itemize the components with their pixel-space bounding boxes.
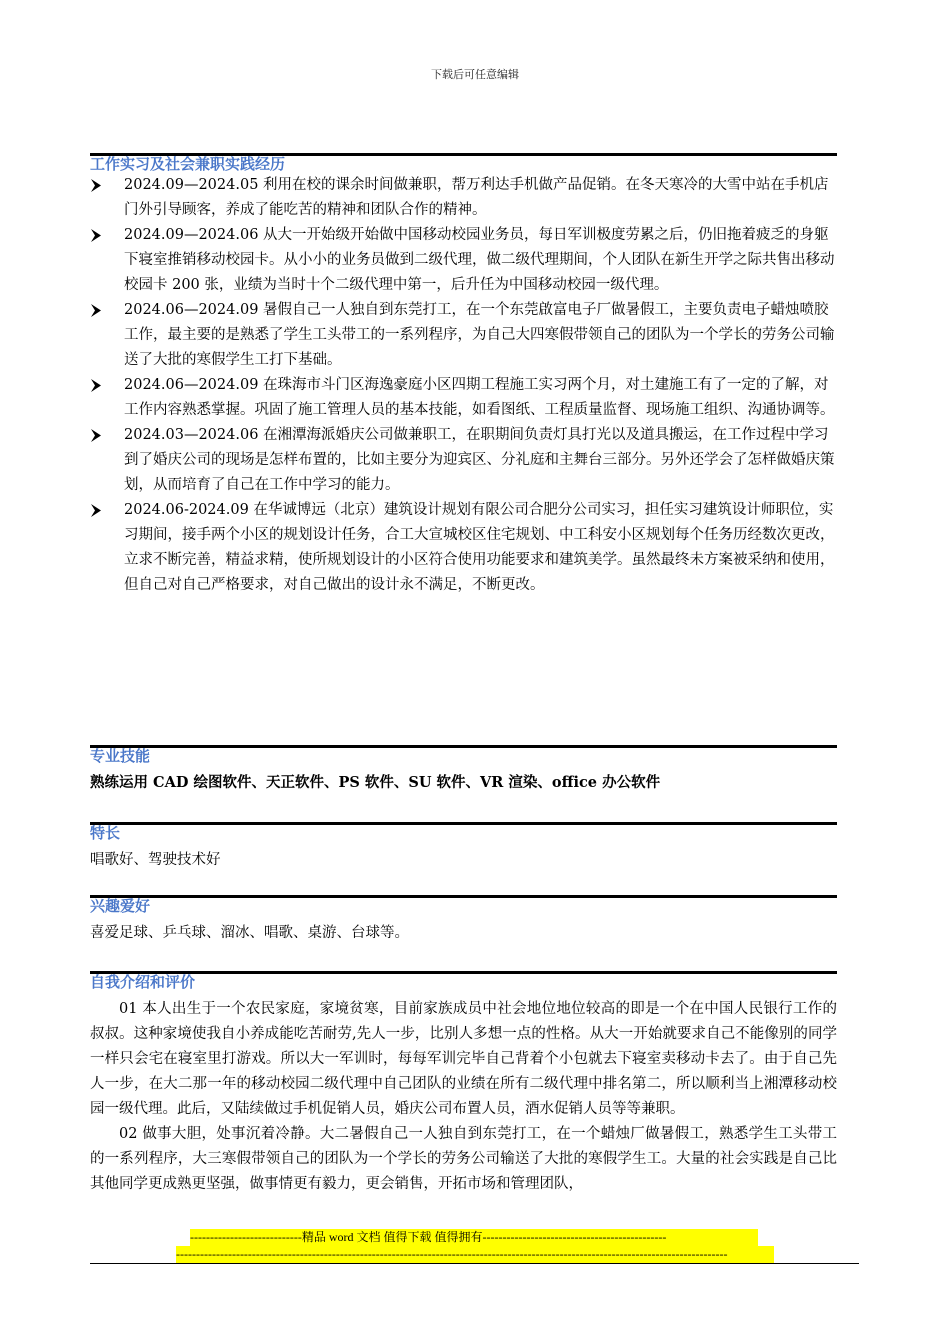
section-practice bbox=[90, 153, 837, 598]
experience-item bbox=[90, 423, 837, 498]
footer-banner bbox=[176, 1229, 774, 1263]
hobbies-text: 喜爱足球、乒乓球、溜冰、唱歌、桌游、台球等。 bbox=[90, 925, 409, 941]
experience-text: 2024.06—2024.09 在珠海市斗门区海逸豪庭小区四期工程施工实习两个月，对土建施工有了一定的了解，对工作内容熟悉掌握。巩固了施工管理人员的基本技能，如看图纸、工程质量监督、现场施工组织、沟通协调等。 bbox=[124, 377, 835, 418]
strengths-text: 唱歌好、驾驶技术好 bbox=[90, 852, 221, 868]
experience-text: 2024.09—2024.05 利用在校的课余时间做兼职，帮万利达手机做产品促销。在冬天寒冷的大雪中站在手机店门外引导顾客，养成了能吃苦的精神和团队合作的精神。 bbox=[124, 177, 829, 218]
experience-item bbox=[90, 298, 837, 373]
experience-item bbox=[90, 223, 837, 298]
experience-text: 2024.09—2024.06 从大一开始级开始做中国移动校园业务员，每日军训极度劳累之后，仍旧拖着疲乏的身躯下寝室推销移动校园卡。从小小的业务员做到二级代理，做二级代理期间，个人团队在新生开学之际共售出移动校园卡 200 张，业绩为当时十个二级代理中第一，后升任为中国移动校园一级代理。 bbox=[124, 227, 835, 293]
arrow-bullet-icon bbox=[90, 423, 102, 448]
section-strengths bbox=[90, 822, 837, 873]
self-eval-paragraph: 01 本人出生于一个农民家庭，家境贫寒，目前家族成员中社会地位地位较高的即是一个在中国人民银行工作的叔叔。这种家境使我自小养成能吃苦耐劳,先人一步，比别人多想一点的性格。从大一开始就要求自己不能像别的同学一样只会宅在寝室里打游戏。所以大一军训时，每每军训完毕自己背着个小包就去下寝室卖移动卡去了。由于自己先人一步，在大二那一年的移动校园二级代理中自己团队的业绩在所有二级代理中排名第二，所以顺利当上湘潭移动校园一级代理。此后，又陆续做过手机促销人员，婚庆公司布置人员，酒水促销人员等等兼职。 bbox=[90, 1001, 837, 1117]
section-hobbies bbox=[90, 895, 837, 946]
arrow-bullet-icon bbox=[90, 373, 102, 398]
footer-banner-line: ------------------------------------------------------------------------------------------------------------------------------------------ bbox=[176, 1246, 774, 1263]
section-title: 工作实习及社会兼职实践经历 bbox=[90, 155, 286, 173]
experience-text: 2024.03—2024.06 在湘潭海派婚庆公司做兼职工，在职期间负责灯具打光以及道具搬运，在工作过程中学习到了婚庆公司的现场是怎样布置的，比如主要分为迎宾区、分礼庭和主舞台三部分。另外还学会了怎样做婚庆策划，从而培育了自己在工作中学习的能力。 bbox=[124, 427, 835, 493]
footer-banner-line: ----------------------------精品 word 文档 值得下载 值得拥有---------------------------------------------- bbox=[190, 1229, 758, 1246]
section-self-evaluation bbox=[90, 971, 837, 1197]
experience-list bbox=[90, 173, 837, 598]
experience-item bbox=[90, 373, 837, 423]
skills-text: 熟练运用 CAD 绘图软件、天正软件、PS 软件、SU 软件、VR 渲染、office 办公软件 bbox=[90, 774, 661, 791]
header-note: 下载后可任意编辑 bbox=[431, 68, 519, 81]
arrow-bullet-icon bbox=[90, 173, 102, 198]
footer-divider bbox=[90, 1263, 859, 1264]
section-title: 自我介绍和评价 bbox=[90, 973, 196, 991]
self-eval-paragraph: 02 做事大胆，处事沉着冷静。大二暑假自己一人独自到东莞打工，在一个蜡烛厂做暑假工，熟悉学生工头带工的一系列程序，大三寒假带领自己的团队为一个学长的劳务公司输送了大批的寒假学生工。大量的社会实践是自己比其他同学更成熟更坚强，做事情更有毅力，更会销售，开拓市场和管理团队， bbox=[90, 1126, 837, 1192]
arrow-bullet-icon bbox=[90, 298, 102, 323]
section-title: 专业技能 bbox=[90, 747, 151, 765]
experience-text: 2024.06-2024.09 在华诚博远（北京）建筑设计规划有限公司合肥分公司实习，担任实习建筑设计师职位，实习期间，接手两个小区的规划设计任务，合工大宣城校区住宅规划、中工科安小区规划每个任务历经数次更改，立求不断完善，精益求精，使所规划设计的小区符合使用功能要求和建筑美学。虽然最终未方案被采纳和使用，但自己对自己严格要求，对自己做出的设计永不满足，不断更改。 bbox=[124, 502, 835, 593]
experience-item bbox=[90, 173, 837, 223]
experience-item bbox=[90, 498, 837, 598]
section-skills bbox=[90, 745, 837, 795]
arrow-bullet-icon bbox=[90, 498, 102, 523]
experience-text: 2024.06—2024.09 暑假自己一人独自到东莞打工，在一个东莞啟富电子厂做暑假工，主要负责电子蜡烛喷胶工作，最主要的是熟悉了学生工头带工的一系列程序，为自己大四寒假带领自己的团队为一个学长的劳务公司输送了大批的寒假学生工打下基础。 bbox=[124, 302, 835, 368]
section-title: 兴趣爱好 bbox=[90, 897, 151, 915]
section-title: 特长 bbox=[90, 824, 121, 842]
arrow-bullet-icon bbox=[90, 223, 102, 248]
